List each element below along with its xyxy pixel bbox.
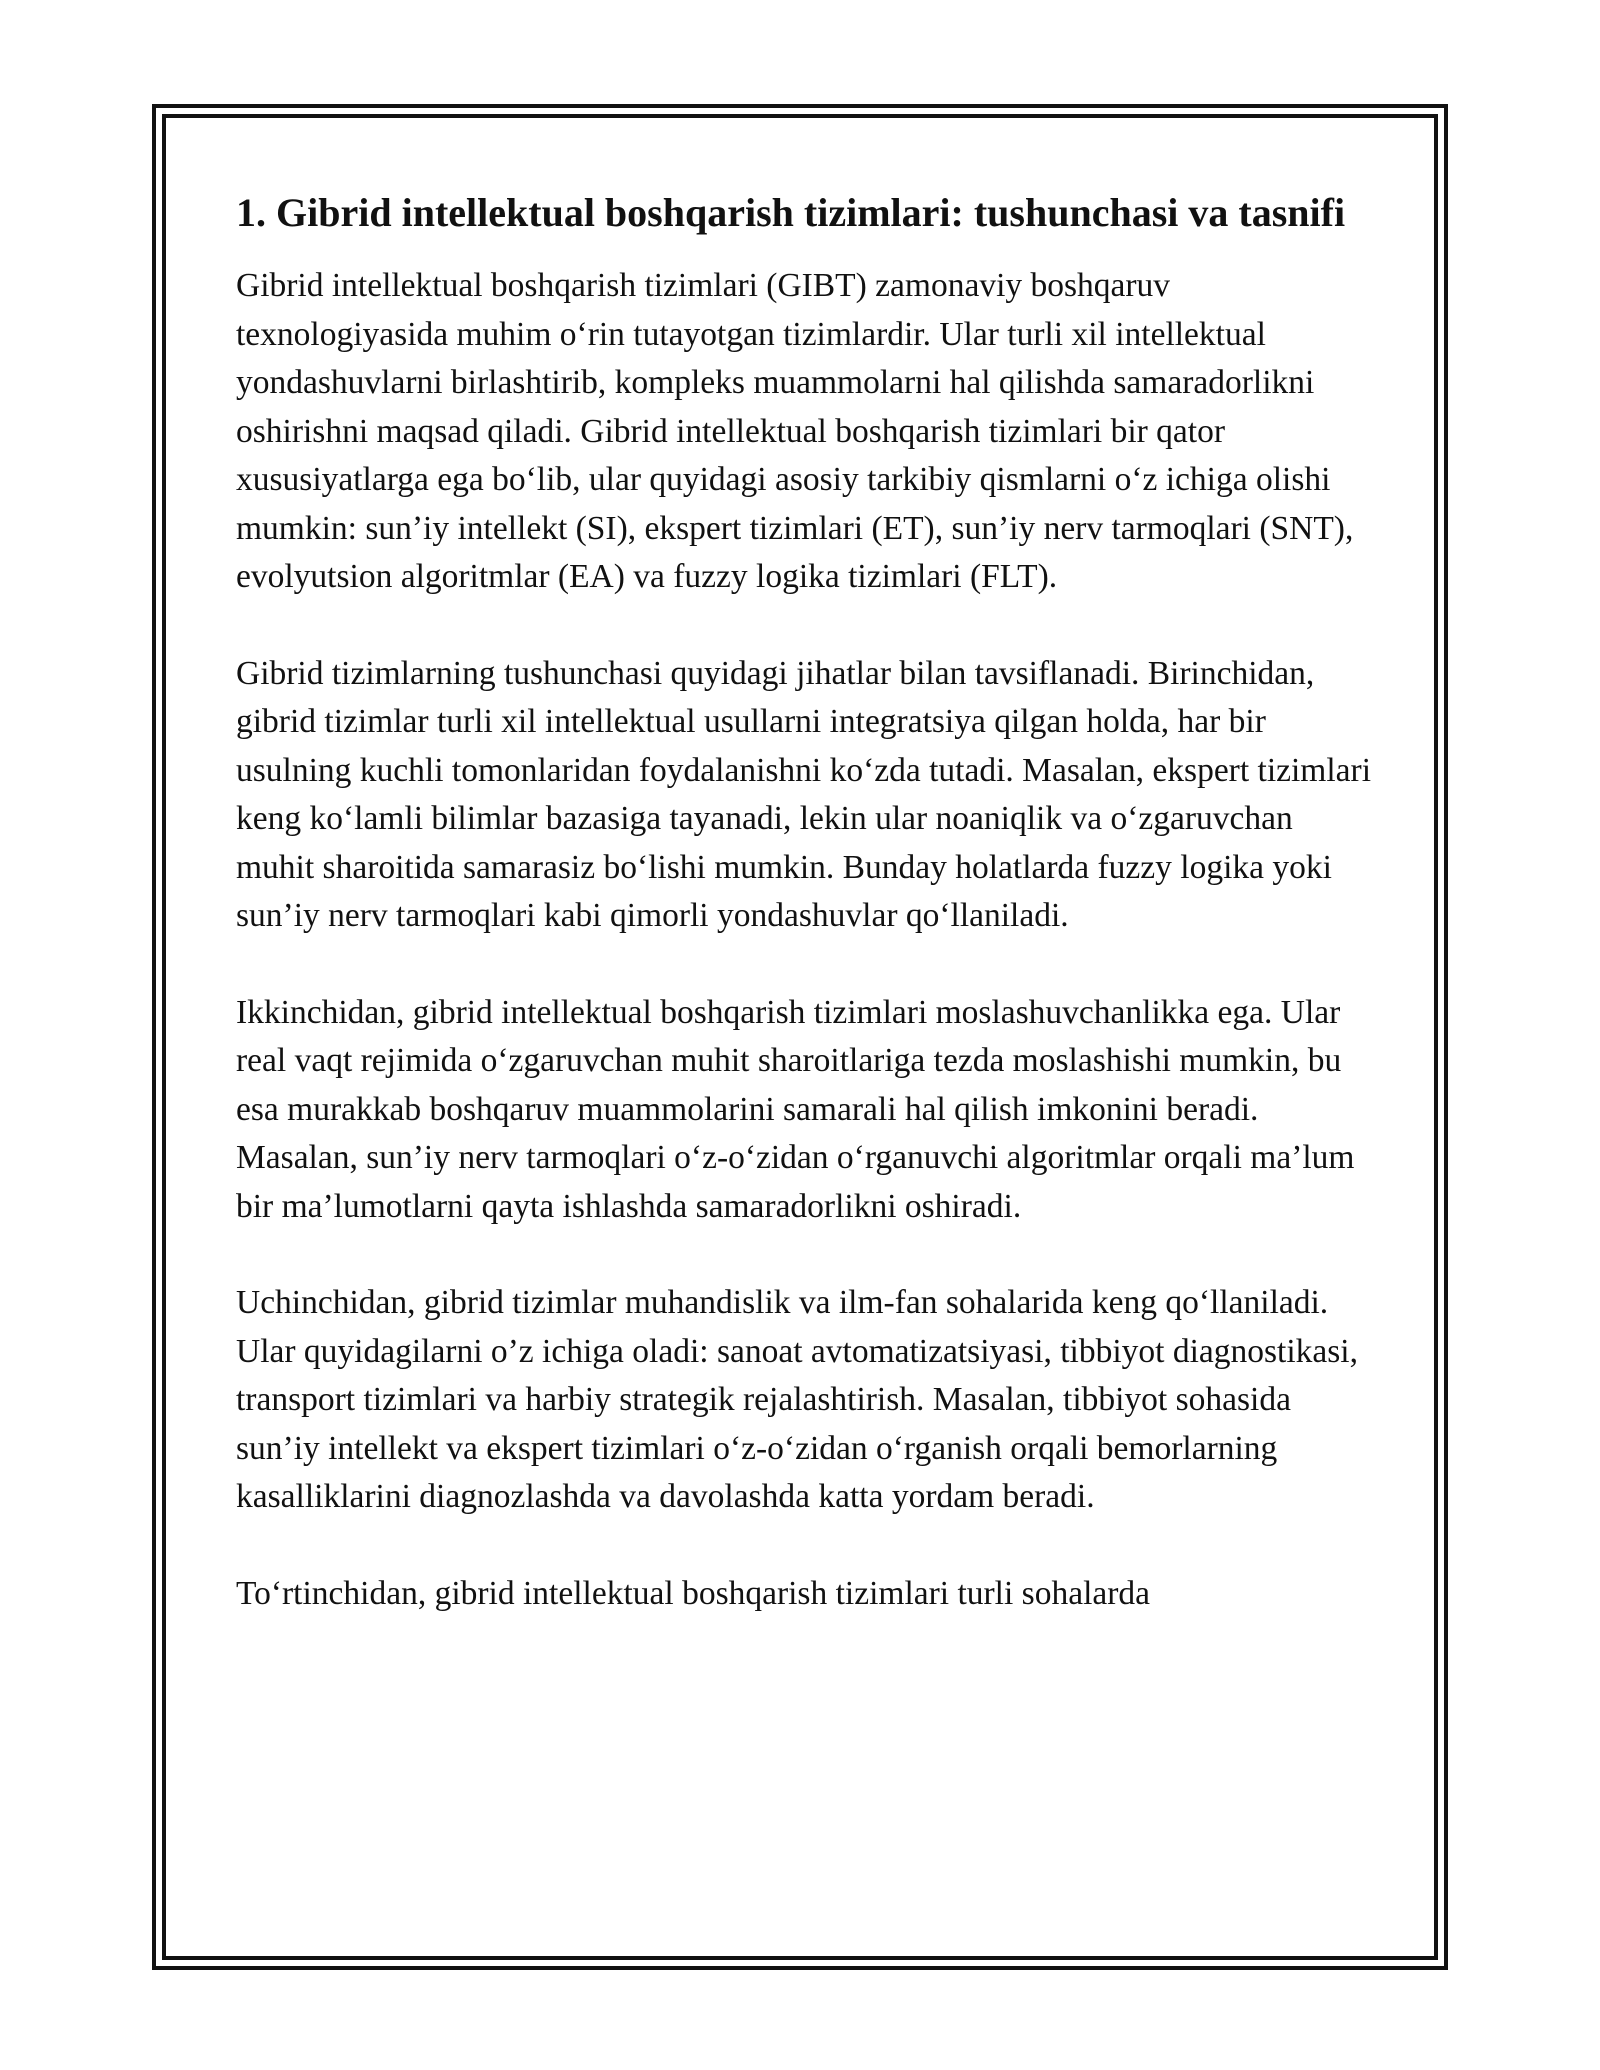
paragraph-second-aspect: Ikkinchidan, gibrid intellektual boshqarish tizimlari moslashuvchanlikka ega. Ular real vaqt rejimida oʻzgaruvchan muhit sharoitlariga tezda moslashishi mumkin, bu esa murakkab boshqaruv muammolarini samarali hal qilish imkonini beradi. Masalan, sun’iy nerv tarmoqlari oʻz-oʻzidan oʻrganuvchi algoritmlar orqali ma’lum bir ma’lumotlarni qayta ishlashda samaradorlikni oshiradi.	[236, 993, 1355, 1225]
paragraph-fourth-aspect: Toʻrtinchidan, gibrid intellektual boshqarish tizimlari turli sohalarda	[236, 1574, 1151, 1612]
document-body	[236, 186, 1376, 1666]
paragraph-intro: Gibrid intellektual boshqarish tizimlari (GIBT) zamonaviy boshqaruv texnologiyasida muhim oʻrin tutayotgan tizimlardir. Ular turli xil intellektual yondashuvlarni birlashtirib, kompleks muammolarni hal qilishda samaradorlikni oshirishni maqsad qiladi. Gibrid intellektual boshqarish tizimlari bir qator xususiyatlarga ega boʻlib, ular quyidagi asosiy tarkibiy qismlarni oʻz ichiga olishi mumkin: sunʼiy intellekt (SI), ekspert tizimlari (ET), sun’iy nerv tarmoqlari (SNT), evolyutsion algoritmlar (EA) va fuzzy logika tizimlari (FLT).	[236, 267, 1354, 595]
section-heading: 1. Gibrid intellektual boshqarish tizimlari: tushunchasi va tasnifi	[236, 190, 1346, 235]
paragraph-third-aspect: Uchinchidan, gibrid tizimlar muhandislik va ilm-fan sohalarida keng qoʻllaniladi. Ular quyidagilarni o’z ichiga oladi: sanoat avtomatizatsiyasi, tibbiyot diagnostikasi, transport tizimlari va harbiy strategik rejalashtirish. Masalan, tibbiyot sohasida sun’iy intellekt va ekspert tizimlari oʻz-oʻzidan oʻrganish orqali bemorlarning kasalliklarini diagnozlashda va davolashda katta yordam beradi.	[236, 1284, 1358, 1515]
paragraph-first-aspect: Gibrid tizimlarning tushunchasi quyidagi jihatlar bilan tavsiflanadi. Birinchidan, gibrid tizimlar turli xil intellektual usullarni integratsiya qilgan holda, har bir usulning kuchli tomonlaridan foydalanishni koʻzda tutadi. Masalan, ekspert tizimlari keng koʻlamli bilimlar bazasiga tayanadi, lekin ular noaniqlik va oʻzgaruvchan muhit sharoitida samarasiz boʻlishi mumkin. Bunday holatlarda fuzzy logika yoki sun’iy nerv tarmoqlari kabi qimorli yondashuvlar qoʻllaniladi.	[236, 654, 1372, 934]
